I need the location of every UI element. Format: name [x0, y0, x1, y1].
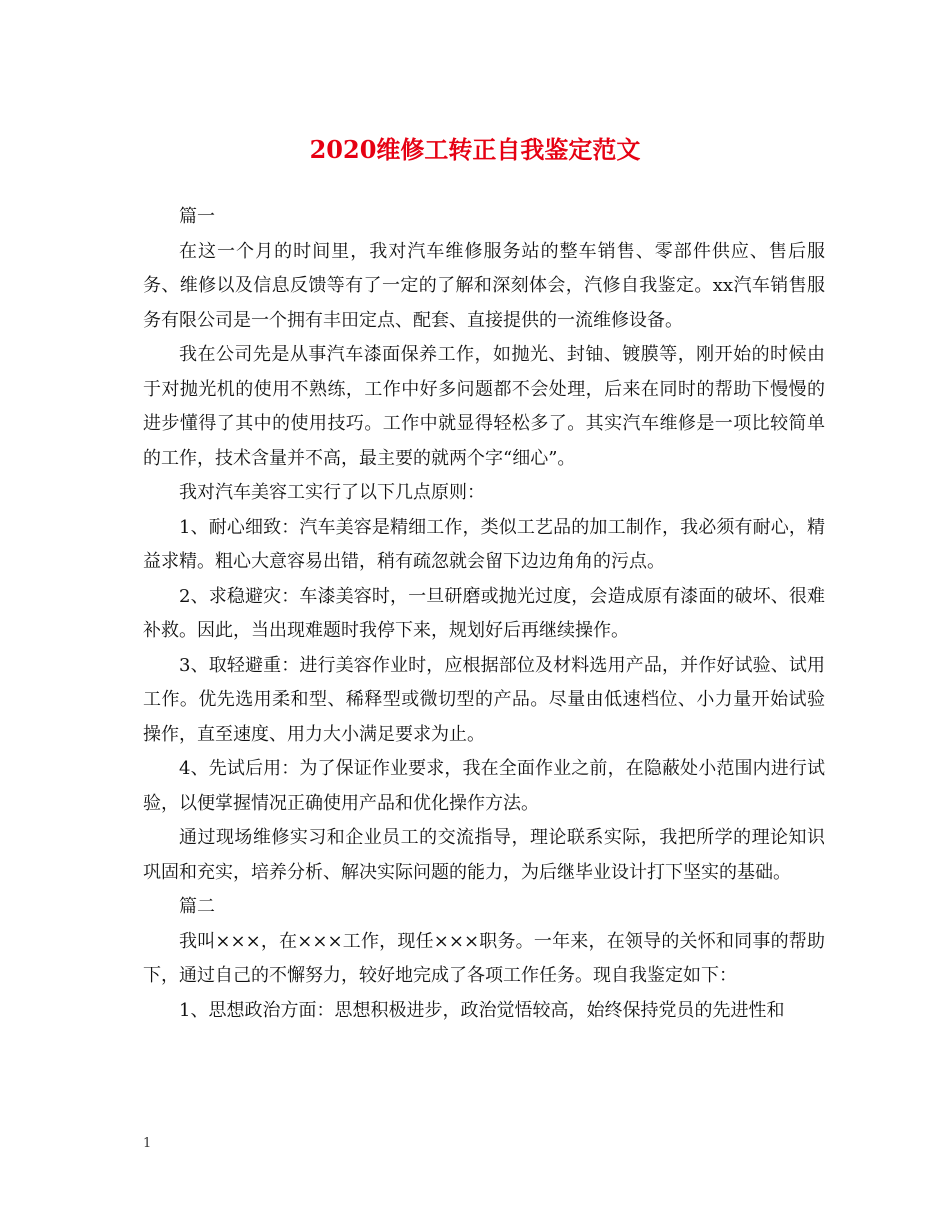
list-item: 2、求稳避灾：车漆美容时，一旦研磨或抛光过度，会造成原有漆面的破坏、很难补救。因此，当出现难题时我停下来，规划好后再继续操作。 [143, 585, 825, 641]
document-body [143, 200, 825, 1028]
document-title: 2020维修工转正自我鉴定范文 [309, 135, 641, 164]
paragraph: 在这一个月的时间里，我对汽车维修服务站的整车销售、零部件供应、售后服务、维修以及信息反馈等有了一定的了解和深刻体会，汽修自我鉴定。xx汽车销售服务有限公司是一个拥有丰田定点、配套、直接提供的一流维修设备。 [143, 240, 825, 331]
section-heading-1: 篇一 [179, 206, 215, 227]
section-heading-2: 篇二 [179, 896, 215, 917]
list-item: 3、取轻避重：进行美容作业时，应根据部位及材料选用产品，并作好试验、试用工作。优先选用柔和型、稀释型或微切型的产品。尽量由低速档位、小力量开始试验操作，直至速度、用力大小满足要求为止。 [143, 654, 825, 745]
list-item: 4、先试后用：为了保证作业要求，我在全面作业之前，在隐蔽处小范围内进行试验，以便掌握情况正确使用产品和优化操作方法。 [143, 758, 825, 814]
paragraph: 我在公司先是从事汽车漆面保养工作，如抛光、封铀、镀膜等，刚开始的时候由于对抛光机的使用不熟练，工作中好多问题都不会处理，后来在同时的帮助下慢慢的进步懂得了其中的使用技巧。工作中就显得轻松多了。其实汽车维修是一项比较简单的工作，技术含量并不高，最主要的就两个字“细心”。 [143, 344, 825, 469]
paragraph: 我对汽车美容工实行了以下几点原则： [179, 482, 485, 503]
paragraph: 我叫×××，在×××工作，现任×××职务。一年来，在领导的关怀和同事的帮助下，通过自己的不懈努力，较好地完成了各项工作任务。现自我鉴定如下： [143, 930, 825, 986]
page-number: 1 [143, 1136, 152, 1151]
paragraph: 通过现场维修实习和企业员工的交流指导，理论联系实际，我把所学的理论知识巩固和充实，培养分析、解决实际问题的能力，为后继毕业设计打下坚实的基础。 [143, 827, 825, 883]
list-item: 1、思想政治方面：思想积极进步，政治觉悟较高，始终保持党员的先进性和 [179, 999, 785, 1021]
list-item: 1、耐心细致：汽车美容是精细工作，类似工艺品的加工制作，我必须有耐心，精益求精。粗心大意容易出错，稍有疏忽就会留下边边角角的污点。 [143, 516, 825, 572]
